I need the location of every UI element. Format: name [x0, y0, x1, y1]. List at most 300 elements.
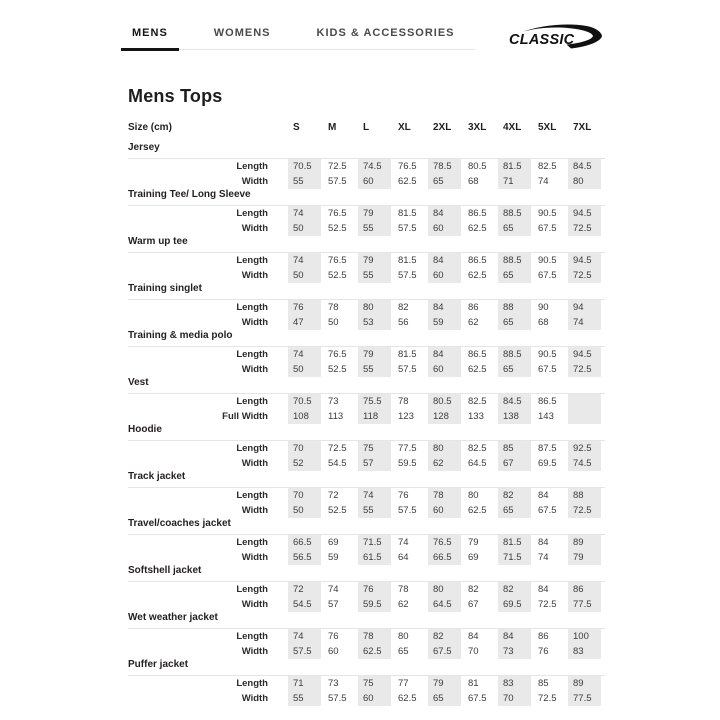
size-value-cell: 55: [358, 268, 393, 283]
size-value-cell: 71.5: [498, 550, 533, 565]
size-value-cell: 79: [568, 550, 603, 565]
size-value-cell: 92.5: [568, 441, 603, 456]
size-value-cell: 83: [568, 644, 603, 659]
size-value-cell: 50: [288, 268, 323, 283]
size-column-header: 7XL: [573, 122, 592, 133]
size-table-sections: [128, 142, 605, 706]
size-value-cell: 71.5: [358, 535, 393, 550]
size-value-cell: 62: [428, 456, 463, 471]
measurement-row: [128, 221, 605, 236]
size-value-cell: 79: [463, 535, 498, 550]
size-value-cell: 94.5: [568, 347, 603, 362]
size-value-cell: 74: [288, 206, 323, 221]
category-label: Travel/coaches jacket: [128, 518, 605, 535]
size-value-cell: 80: [428, 582, 463, 597]
size-value-cell: 76: [533, 644, 568, 659]
row-label: Length: [236, 490, 268, 501]
size-value-cell: 86.5: [533, 394, 568, 409]
category-label: Puffer jacket: [128, 659, 605, 676]
size-value-cell: 84: [428, 347, 463, 362]
size-value-cell: 50: [288, 221, 323, 236]
size-value-cell: 82: [393, 300, 428, 315]
size-value-cell: [568, 409, 603, 424]
size-value-cell: 84: [533, 488, 568, 503]
size-value-cell: 79: [358, 347, 393, 362]
measurement-row: [128, 582, 605, 597]
category-label: Wet weather jacket: [128, 612, 605, 629]
section-rows: [128, 159, 605, 189]
size-value-cell: 62.5: [463, 503, 498, 518]
row-label: Length: [236, 678, 268, 689]
size-value-cell: 57.5: [323, 174, 358, 189]
size-value-cell: 74: [288, 253, 323, 268]
size-value-cell: 72.5: [568, 503, 603, 518]
measurement-row: [128, 409, 605, 424]
size-value-cell: 113: [323, 409, 358, 424]
size-value-cell: 80: [568, 174, 603, 189]
size-value-cell: 82.5: [533, 159, 568, 174]
size-value-cell: 72.5: [568, 221, 603, 236]
size-value-cell: 67.5: [533, 221, 568, 236]
size-value-cell: [568, 394, 603, 409]
size-value-cell: 72: [288, 582, 323, 597]
size-value-cell: 65: [393, 644, 428, 659]
size-value-cell: 82: [498, 488, 533, 503]
row-label: Length: [236, 255, 268, 266]
measurement-row: [128, 456, 605, 471]
size-value-cell: 68: [533, 315, 568, 330]
size-value-cell: 81.5: [498, 159, 533, 174]
size-value-cell: 55: [288, 691, 323, 706]
size-value-cell: 55: [358, 221, 393, 236]
category-label: Hoodie: [128, 424, 605, 441]
size-value-cell: 74: [533, 174, 568, 189]
size-value-cell: 54.5: [323, 456, 358, 471]
size-value-cell: 81: [463, 676, 498, 691]
size-value-cell: 64.5: [428, 597, 463, 612]
size-value-cell: 78: [393, 394, 428, 409]
size-value-cell: 84: [428, 253, 463, 268]
size-value-cell: 90.5: [533, 253, 568, 268]
size-value-cell: 72.5: [323, 159, 358, 174]
size-value-cell: 84: [463, 629, 498, 644]
size-value-cell: 60: [358, 174, 393, 189]
size-value-cell: 94.5: [568, 206, 603, 221]
size-value-cell: 87.5: [533, 441, 568, 456]
size-value-cell: 82: [463, 582, 498, 597]
size-column-header: M: [328, 122, 337, 133]
size-value-cell: 76.5: [323, 206, 358, 221]
product-section: [128, 659, 605, 706]
category-label: Training Tee/ Long Sleeve: [128, 189, 605, 206]
row-label: Width: [241, 693, 268, 704]
category-label: Vest: [128, 377, 605, 394]
measurement-row: [128, 691, 605, 706]
size-value-cell: 65: [498, 315, 533, 330]
size-value-cell: 72.5: [323, 441, 358, 456]
size-value-cell: 59.5: [393, 456, 428, 471]
size-value-cell: 74: [568, 315, 603, 330]
size-value-cell: 81.5: [393, 253, 428, 268]
size-value-cell: 60: [428, 503, 463, 518]
measurement-row: [128, 394, 605, 409]
size-value-cell: 57.5: [393, 221, 428, 236]
section-rows: [128, 629, 605, 659]
category-label: Softshell jacket: [128, 565, 605, 582]
product-section: [128, 518, 605, 565]
measurement-row: [128, 644, 605, 659]
size-value-cell: 70: [463, 644, 498, 659]
size-value-cell: 76: [358, 582, 393, 597]
size-value-cell: 70: [288, 488, 323, 503]
row-label: Width: [241, 223, 268, 234]
product-section: [128, 283, 605, 330]
size-value-cell: 67.5: [533, 503, 568, 518]
size-value-cell: 69: [323, 535, 358, 550]
section-rows: [128, 441, 605, 471]
measurement-row: [128, 159, 605, 174]
size-value-cell: 74: [323, 582, 358, 597]
size-value-cell: 59.5: [358, 597, 393, 612]
size-value-cell: 88: [498, 300, 533, 315]
size-value-cell: 100: [568, 629, 603, 644]
size-header-row: [128, 122, 605, 142]
size-value-cell: 81.5: [393, 347, 428, 362]
size-value-cell: 118: [358, 409, 393, 424]
measurement-row: [128, 441, 605, 456]
size-chart-table: [128, 122, 605, 706]
size-value-cell: 65: [498, 268, 533, 283]
size-value-cell: 128: [428, 409, 463, 424]
size-value-cell: 65: [498, 503, 533, 518]
size-value-cell: 83: [498, 676, 533, 691]
size-value-cell: 80.5: [428, 394, 463, 409]
size-value-cell: 60: [358, 691, 393, 706]
row-label: Length: [236, 537, 268, 548]
size-value-cell: 86: [463, 300, 498, 315]
size-value-cell: 68: [463, 174, 498, 189]
size-column-header: 3XL: [468, 122, 487, 133]
size-value-cell: 138: [498, 409, 533, 424]
size-value-cell: 78: [323, 300, 358, 315]
size-value-cell: 84: [533, 535, 568, 550]
size-value-cell: 74: [358, 488, 393, 503]
size-value-cell: 74.5: [358, 159, 393, 174]
size-value-cell: 62: [393, 597, 428, 612]
size-value-cell: 75: [358, 441, 393, 456]
classic-brand-logo-icon: [506, 20, 603, 54]
size-value-cell: 67.5: [533, 268, 568, 283]
size-value-cell: 62.5: [393, 691, 428, 706]
size-value-cell: 86: [568, 582, 603, 597]
brand-logo-text: CLASSIC: [509, 32, 575, 48]
row-label: Width: [241, 270, 268, 281]
size-value-cell: 84: [428, 206, 463, 221]
size-value-cell: 72: [323, 488, 358, 503]
size-value-cell: 123: [393, 409, 428, 424]
category-label: Warm up tee: [128, 236, 605, 253]
section-rows: [128, 253, 605, 283]
size-column-header: L: [363, 122, 370, 133]
size-value-cell: 62: [463, 315, 498, 330]
row-label: Length: [236, 443, 268, 454]
size-value-cell: 88: [568, 488, 603, 503]
size-value-cell: 67: [463, 597, 498, 612]
size-column-header: S: [293, 122, 300, 133]
size-value-cell: 72.5: [568, 362, 603, 377]
size-value-cell: 59: [428, 315, 463, 330]
size-value-cell: 65: [428, 174, 463, 189]
row-label: Width: [241, 505, 268, 516]
size-value-cell: 57: [323, 597, 358, 612]
size-value-cell: 94.5: [568, 253, 603, 268]
size-value-cell: 61.5: [358, 550, 393, 565]
size-value-cell: 84: [428, 300, 463, 315]
size-value-cell: 143: [533, 409, 568, 424]
section-rows: [128, 394, 605, 424]
size-value-cell: 84: [533, 582, 568, 597]
product-section: [128, 471, 605, 518]
size-value-cell: 70.5: [288, 394, 323, 409]
gender-tab-bar: [121, 27, 475, 50]
size-value-cell: 78: [358, 629, 393, 644]
size-value-cell: 86.5: [463, 206, 498, 221]
size-value-cell: 54.5: [288, 597, 323, 612]
row-label: Length: [236, 302, 268, 313]
measurement-row: [128, 206, 605, 221]
tab-mens[interactable]: MENS: [121, 27, 179, 51]
size-value-cell: 57.5: [393, 362, 428, 377]
measurement-row: [128, 503, 605, 518]
size-value-cell: 89: [568, 535, 603, 550]
size-value-cell: 73: [498, 644, 533, 659]
section-rows: [128, 206, 605, 236]
size-value-cell: 70.5: [288, 159, 323, 174]
size-value-cell: 62.5: [393, 174, 428, 189]
row-label: Width: [241, 552, 268, 563]
size-value-cell: 74: [288, 629, 323, 644]
size-value-cell: 84.5: [568, 159, 603, 174]
measurement-row: [128, 676, 605, 691]
size-value-cell: 50: [288, 503, 323, 518]
size-value-cell: 80.5: [463, 159, 498, 174]
size-value-cell: 62.5: [463, 268, 498, 283]
size-value-cell: 57.5: [323, 691, 358, 706]
size-value-cell: 90.5: [533, 347, 568, 362]
size-column-header: XL: [398, 122, 411, 133]
size-value-cell: 56.5: [288, 550, 323, 565]
size-value-cell: 77.5: [393, 441, 428, 456]
size-value-cell: 65: [428, 691, 463, 706]
row-label: Width: [241, 176, 268, 187]
product-section: [128, 142, 605, 189]
size-value-cell: 55: [288, 174, 323, 189]
size-value-cell: 88.5: [498, 206, 533, 221]
size-value-cell: 85: [533, 676, 568, 691]
row-label: Width: [241, 317, 268, 328]
size-value-cell: 57.5: [393, 268, 428, 283]
tab-womens[interactable]: WOMENS: [213, 27, 271, 39]
size-value-cell: 86.5: [463, 253, 498, 268]
size-column-header: 5XL: [538, 122, 557, 133]
size-value-cell: 74: [288, 347, 323, 362]
row-label: Full Width: [222, 411, 268, 422]
size-value-cell: 64.5: [463, 456, 498, 471]
size-value-cell: 67.5: [428, 644, 463, 659]
size-value-cell: 62.5: [463, 221, 498, 236]
category-label: Jersey: [128, 142, 605, 159]
section-rows: [128, 300, 605, 330]
size-value-cell: 74.5: [568, 456, 603, 471]
row-label: Length: [236, 349, 268, 360]
row-label: Length: [236, 396, 268, 407]
size-value-cell: 77.5: [568, 691, 603, 706]
size-value-cell: 79: [428, 676, 463, 691]
size-column-header: 4XL: [503, 122, 522, 133]
size-value-cell: 62.5: [463, 362, 498, 377]
tab-kids-accessories[interactable]: KIDS & ACCESSORIES: [316, 27, 455, 39]
size-value-cell: 78: [428, 488, 463, 503]
size-value-cell: 60: [428, 221, 463, 236]
row-label: Length: [236, 631, 268, 642]
size-value-cell: 76: [393, 488, 428, 503]
measurement-row: [128, 597, 605, 612]
size-value-cell: 94: [568, 300, 603, 315]
size-value-cell: 74: [533, 550, 568, 565]
size-value-cell: 52.5: [323, 221, 358, 236]
measurement-row: [128, 488, 605, 503]
size-value-cell: 79: [358, 206, 393, 221]
size-value-cell: 52: [288, 456, 323, 471]
category-label: Training & media polo: [128, 330, 605, 347]
size-value-cell: 50: [323, 315, 358, 330]
size-value-cell: 57.5: [288, 644, 323, 659]
size-value-cell: 52.5: [323, 503, 358, 518]
measurement-row: [128, 174, 605, 189]
size-value-cell: 75.5: [358, 394, 393, 409]
size-value-cell: 80: [358, 300, 393, 315]
measurement-row: [128, 347, 605, 362]
size-value-cell: 76.5: [393, 159, 428, 174]
row-label: Length: [236, 208, 268, 219]
section-rows: [128, 535, 605, 565]
size-value-cell: 71: [288, 676, 323, 691]
size-value-cell: 82: [428, 629, 463, 644]
size-value-cell: 82.5: [463, 394, 498, 409]
size-value-cell: 78.5: [428, 159, 463, 174]
product-section: [128, 565, 605, 612]
measurement-row: [128, 315, 605, 330]
size-value-cell: 72.5: [533, 597, 568, 612]
measurement-row: [128, 550, 605, 565]
product-section: [128, 612, 605, 659]
row-label: Width: [241, 599, 268, 610]
size-value-cell: 74: [393, 535, 428, 550]
page-title: Mens Tops: [128, 86, 223, 106]
measurement-row: [128, 362, 605, 377]
size-value-cell: 66.5: [288, 535, 323, 550]
size-value-cell: 71: [498, 174, 533, 189]
size-value-cell: 84: [498, 629, 533, 644]
size-value-cell: 80: [428, 441, 463, 456]
size-value-cell: 81.5: [393, 206, 428, 221]
size-value-cell: 55: [358, 503, 393, 518]
size-value-cell: 82: [498, 582, 533, 597]
size-value-cell: 69.5: [498, 597, 533, 612]
size-unit-label: Size (cm): [128, 122, 172, 133]
size-value-cell: 65: [498, 221, 533, 236]
size-value-cell: 57.5: [393, 503, 428, 518]
category-label: Track jacket: [128, 471, 605, 488]
size-column-header: 2XL: [433, 122, 452, 133]
section-rows: [128, 676, 605, 706]
size-value-cell: 80: [393, 629, 428, 644]
size-value-cell: 90: [533, 300, 568, 315]
row-label: Width: [241, 458, 268, 469]
size-value-cell: 64: [393, 550, 428, 565]
product-section: [128, 377, 605, 424]
size-value-cell: 56: [393, 315, 428, 330]
size-value-cell: 52.5: [323, 268, 358, 283]
size-value-cell: 55: [358, 362, 393, 377]
row-label: Length: [236, 161, 268, 172]
size-value-cell: 50: [288, 362, 323, 377]
size-value-cell: 73: [323, 676, 358, 691]
row-label: Width: [241, 646, 268, 657]
category-label: Training singlet: [128, 283, 605, 300]
size-value-cell: 90.5: [533, 206, 568, 221]
size-value-cell: 76.5: [323, 253, 358, 268]
product-section: [128, 424, 605, 471]
size-value-cell: 70: [288, 441, 323, 456]
size-value-cell: 60: [323, 644, 358, 659]
size-value-cell: 89: [568, 676, 603, 691]
measurement-row: [128, 629, 605, 644]
measurement-row: [128, 268, 605, 283]
size-value-cell: 82.5: [463, 441, 498, 456]
size-value-cell: 70: [498, 691, 533, 706]
measurement-row: [128, 300, 605, 315]
size-value-cell: 73: [323, 394, 358, 409]
size-value-cell: 86.5: [463, 347, 498, 362]
size-value-cell: 108: [288, 409, 323, 424]
size-value-cell: 67: [498, 456, 533, 471]
size-value-cell: 85: [498, 441, 533, 456]
product-section: [128, 236, 605, 283]
section-rows: [128, 347, 605, 377]
section-rows: [128, 488, 605, 518]
size-value-cell: 77: [393, 676, 428, 691]
size-value-cell: 53: [358, 315, 393, 330]
product-section: [128, 189, 605, 236]
size-value-cell: 75: [358, 676, 393, 691]
size-value-cell: 59: [323, 550, 358, 565]
size-value-cell: 60: [428, 268, 463, 283]
size-value-cell: 69.5: [533, 456, 568, 471]
size-value-cell: 86: [533, 629, 568, 644]
size-value-cell: 66.5: [428, 550, 463, 565]
size-value-cell: 76: [323, 629, 358, 644]
size-value-cell: 57: [358, 456, 393, 471]
size-value-cell: 80: [463, 488, 498, 503]
size-value-cell: 65: [498, 362, 533, 377]
size-value-cell: 76.5: [428, 535, 463, 550]
size-value-cell: 62.5: [358, 644, 393, 659]
size-value-cell: 72.5: [568, 268, 603, 283]
size-value-cell: 77.5: [568, 597, 603, 612]
size-value-cell: 67.5: [533, 362, 568, 377]
size-value-cell: 81.5: [498, 535, 533, 550]
